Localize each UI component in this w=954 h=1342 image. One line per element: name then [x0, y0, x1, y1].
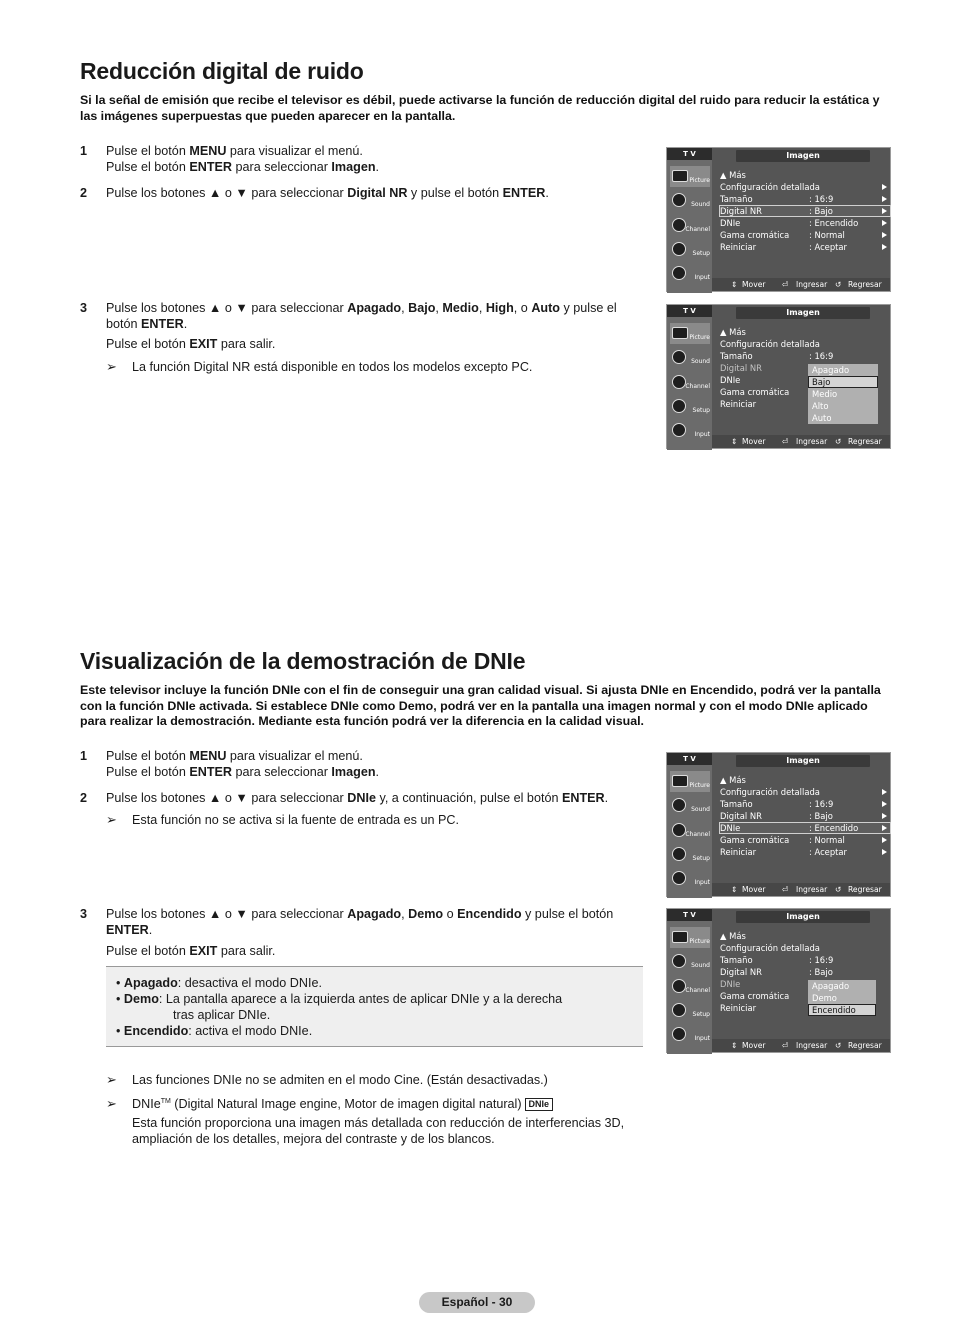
- osd-row-tamano[interactable]: Tamaño : 16:9: [719, 798, 891, 810]
- sound-icon: [672, 798, 686, 812]
- section-intro-dnie-demo: Este televisor incluye la función DNIe con el fin de conseguir una gran calidad visual. Si ajusta DNIe en Encendido, podrá ver la pantalla con la función DNIe activada. Si establece DNIe como Demo, podrá ver en la pantalla una imagen normal y con el modo DNIe aplicado para realizar la demostración. Mediante esta función podrá ver la diferencia en la calidad visual.: [80, 683, 881, 729]
- tv-osd-menu-3: [666, 752, 891, 897]
- osd-side-sound[interactable]: Sound: [670, 951, 710, 972]
- dropdown-option-alto[interactable]: Alto: [812, 401, 829, 411]
- move-icon: ⇕: [731, 280, 738, 289]
- setup-icon: [672, 242, 686, 256]
- osd-row-dnie[interactable]: DNIe: [720, 979, 741, 989]
- osd-dropdown-dnie[interactable]: [808, 980, 876, 1016]
- move-icon: ⇕: [731, 1041, 738, 1050]
- section-title-dnie-demo: Visualización de la demostración de DNIe: [80, 648, 526, 674]
- return-icon: ↺: [835, 437, 842, 446]
- dropdown-option-apagado[interactable]: Apagado: [812, 981, 850, 991]
- return-icon: ↺: [835, 280, 842, 289]
- sound-icon: [672, 350, 686, 364]
- tv-osd-menu-4: [666, 908, 891, 1053]
- step-number: 2: [80, 186, 88, 200]
- osd-side-setup[interactable]: Setup: [670, 844, 710, 865]
- osd-header: Imagen: [736, 150, 870, 162]
- arrow-right-icon: [882, 789, 887, 795]
- osd-tv-label: T V: [667, 753, 712, 765]
- arrow-right-icon: [882, 837, 887, 843]
- osd-row-dnie[interactable]: DNIe: [720, 375, 741, 385]
- osd-row-digitalnr[interactable]: Digital NR : Bajo: [719, 810, 891, 822]
- osd-side-input[interactable]: Input: [670, 420, 710, 441]
- return-icon: ↺: [835, 1041, 842, 1050]
- step-text: Pulse los botones ▲ o ▼ para seleccionar Digital NR y pulse el botón ENTER.: [106, 186, 549, 200]
- osd-row-digitalnr[interactable]: Digital NR : Bajo: [720, 967, 833, 977]
- step-3-noise: [80, 300, 650, 356]
- step-3-dnie: [80, 906, 650, 962]
- osd-side-sound[interactable]: Sound: [670, 795, 710, 816]
- osd-rows: [719, 169, 891, 253]
- note-pc-source: ➢ Esta función no se activa si la fuente de entrada es un PC.: [106, 812, 459, 827]
- move-icon: ⇕: [731, 437, 738, 446]
- osd-side-setup[interactable]: Setup: [670, 396, 710, 417]
- osd-side-picture[interactable]: Picture: [670, 323, 710, 344]
- osd-rows: [719, 774, 891, 858]
- step-2-dnie: [80, 790, 640, 808]
- dropdown-option-encendido[interactable]: Encendido: [808, 1004, 876, 1016]
- sound-icon: [672, 193, 686, 207]
- osd-row-gama[interactable]: Gama cromática: [720, 387, 790, 397]
- dropdown-option-medio[interactable]: Medio: [812, 389, 838, 399]
- enter-icon: ⏎: [782, 280, 789, 289]
- dnie-options-box: • Apagado: desactiva el modo DNIe. • Demo: La pantalla aparece a la izquierda antes de aplicar DNIe y a la derecha tras aplicar DNIe. • Encendido: activa el modo DNIe.: [106, 966, 643, 1047]
- dropdown-option-bajo[interactable]: Bajo: [808, 376, 878, 388]
- step-number: 2: [80, 791, 88, 805]
- osd-side-input[interactable]: Input: [670, 1024, 710, 1045]
- enter-icon: ⏎: [782, 1041, 789, 1050]
- arrow-right-icon: [882, 849, 887, 855]
- tv-osd-menu-1: [666, 147, 891, 292]
- step-1-noise: [80, 143, 640, 177]
- channel-icon: [672, 218, 686, 232]
- section-intro-noise-reduction: Si la señal de emisión que recibe el televisor es débil, puede activarse la función de reducción digital del ruido para reducir la estática y las imágenes superpuestas que pueden aparecer en la pantalla.: [80, 93, 880, 123]
- arrow-right-icon: [882, 825, 887, 831]
- input-icon: [672, 1027, 686, 1041]
- dropdown-option-auto[interactable]: Auto: [812, 413, 832, 423]
- osd-footer: ⇕ Mover ⏎ Ingresar ↺ Regresar: [712, 278, 890, 291]
- setup-icon: [672, 1003, 686, 1017]
- dnie-logo: DNIe: [525, 1098, 554, 1111]
- osd-header: Imagen: [736, 307, 870, 319]
- channel-icon: [672, 375, 686, 389]
- note-cine-mode: ➢ Las funciones DNIe no se admiten en el modo Cine. (Están desactivadas.): [106, 1072, 548, 1087]
- osd-side-picture[interactable]: Picture: [670, 927, 710, 948]
- sound-icon: [672, 954, 686, 968]
- osd-row-gama[interactable]: Gama cromática : Normal: [719, 229, 891, 241]
- note-arrow-icon: ➢: [106, 359, 117, 374]
- arrow-right-icon: [882, 208, 887, 214]
- osd-row-mas[interactable]: ▲ Más: [720, 775, 746, 785]
- osd-row-config[interactable]: Configuración detallada: [720, 943, 820, 953]
- osd-row-mas[interactable]: ▲ Más: [720, 931, 746, 941]
- note-dnie-description: Esta función proporciona una imagen más detallada con reducción de interferencias 3D, ampliación de los detalles, mejora del contraste y de los blancos.: [132, 1116, 625, 1146]
- osd-row-digitalnr[interactable]: Digital NR: [720, 363, 762, 373]
- osd-side-setup[interactable]: Setup: [670, 1000, 710, 1021]
- osd-row-mas[interactable]: ▲ Más: [720, 170, 746, 180]
- osd-tv-label: T V: [667, 909, 712, 921]
- section-title-noise-reduction: Reducción digital de ruido: [80, 58, 364, 84]
- setup-icon: [672, 399, 686, 413]
- osd-row-tamano[interactable]: Tamaño : 16:9: [720, 955, 834, 965]
- move-icon: ⇕: [731, 885, 738, 894]
- step-text: Pulse los botones ▲ o ▼ para seleccionar Apagado, Bajo, Medio, High, o Auto y pulse el botón ENTER. Pulse el botón EXIT para salir.: [106, 301, 617, 351]
- osd-side-channel[interactable]: Channel: [670, 976, 710, 997]
- channel-icon: [672, 979, 686, 993]
- step-2-noise: [80, 185, 640, 203]
- osd-row-reiniciar[interactable]: Reiniciar: [720, 1003, 757, 1013]
- arrow-right-icon: [882, 232, 887, 238]
- osd-side-channel[interactable]: Channel: [670, 215, 710, 236]
- arrow-right-icon: [882, 184, 887, 190]
- step-1-dnie: [80, 748, 640, 782]
- arrow-right-icon: [882, 244, 887, 250]
- enter-icon: ⏎: [782, 885, 789, 894]
- osd-row-reiniciar[interactable]: Reiniciar : Aceptar: [719, 241, 891, 253]
- osd-side-channel[interactable]: Channel: [670, 372, 710, 393]
- picture-icon: [672, 775, 688, 787]
- osd-row-dnie[interactable]: DNIe : Encendido: [719, 822, 891, 834]
- osd-footer: ⇕ Mover ⏎ Ingresar ↺ Regresar: [712, 1039, 890, 1052]
- arrow-right-icon: [882, 196, 887, 202]
- picture-icon: [672, 170, 688, 182]
- osd-footer: ⇕ Mover ⏎ Ingresar ↺ Regresar: [712, 883, 890, 896]
- step-number: 1: [80, 144, 88, 158]
- osd-row-digitalnr[interactable]: Digital NR : Bajo: [719, 205, 891, 217]
- osd-row-reiniciar[interactable]: Reiniciar: [720, 399, 757, 409]
- osd-row-dnie[interactable]: DNIe : Encendido: [719, 217, 891, 229]
- osd-row-mas[interactable]: ▲ Más: [720, 327, 746, 337]
- input-icon: [672, 266, 686, 280]
- enter-icon: ⏎: [782, 437, 789, 446]
- osd-side-setup[interactable]: Setup: [670, 239, 710, 260]
- channel-icon: [672, 823, 686, 837]
- step-text: Pulse los botones ▲ o ▼ para seleccionar Apagado, Demo o Encendido y pulse el botón ENTER. Pulse el botón EXIT para salir.: [106, 907, 614, 958]
- note-arrow-icon: ➢: [106, 1072, 117, 1087]
- osd-row-config[interactable]: Configuración detallada: [720, 339, 820, 349]
- osd-row-gama[interactable]: Gama cromática : Normal: [719, 834, 891, 846]
- osd-row-reiniciar[interactable]: Reiniciar : Aceptar: [719, 846, 891, 858]
- osd-dropdown-digitalnr[interactable]: [808, 364, 878, 424]
- note-digital-nr: ➢ La función Digital NR está disponible en todos los modelos excepto PC.: [106, 359, 533, 374]
- osd-row-tamano[interactable]: Tamaño : 16:9: [719, 193, 891, 205]
- dropdown-option-demo[interactable]: Demo: [812, 993, 837, 1003]
- osd-side-sound[interactable]: Sound: [670, 190, 710, 211]
- step-number: 1: [80, 749, 88, 763]
- picture-icon: [672, 931, 688, 943]
- osd-side-input[interactable]: Input: [670, 868, 710, 889]
- osd-footer: ⇕ Mover ⏎ Ingresar ↺ Regresar: [712, 435, 890, 448]
- step-number: 3: [80, 301, 88, 315]
- note-dnie-definition: ➢ DNIe™ (Digital Natural Image engine, Motor de imagen digital natural) DNIe: [106, 1094, 553, 1112]
- osd-header: Imagen: [736, 755, 870, 767]
- arrow-right-icon: [882, 220, 887, 226]
- picture-icon: [672, 327, 688, 339]
- input-icon: [672, 871, 686, 885]
- input-icon: [672, 423, 686, 437]
- osd-header: Imagen: [736, 911, 870, 923]
- arrow-right-icon: [882, 813, 887, 819]
- note-arrow-icon: ➢: [106, 1096, 117, 1112]
- osd-row-tamano[interactable]: Tamaño : 16:9: [720, 351, 834, 361]
- dropdown-option-apagado[interactable]: Apagado: [812, 365, 850, 375]
- osd-row-config[interactable]: Configuración detallada: [719, 181, 891, 193]
- setup-icon: [672, 847, 686, 861]
- osd-row-config[interactable]: Configuración detallada: [719, 786, 891, 798]
- osd-side-input[interactable]: Input: [670, 263, 710, 284]
- step-text: Pulse el botón MENU para visualizar el menú. Pulse el botón ENTER para seleccionar Imagen.: [106, 144, 380, 174]
- step-text: Pulse los botones ▲ o ▼ para seleccionar DNIe y, a continuación, pulse el botón ENTER.: [106, 791, 609, 805]
- step-number: 3: [80, 907, 88, 921]
- osd-tv-label: T V: [667, 148, 712, 160]
- page-number-label: Español - 30: [419, 1292, 535, 1313]
- osd-side-picture[interactable]: Picture: [670, 166, 710, 187]
- osd-row-gama[interactable]: Gama cromática: [720, 991, 790, 1001]
- osd-side-sound[interactable]: Sound: [670, 347, 710, 368]
- return-icon: ↺: [835, 885, 842, 894]
- note-arrow-icon: ➢: [106, 812, 117, 827]
- osd-side-channel[interactable]: Channel: [670, 820, 710, 841]
- osd-tv-label: T V: [667, 305, 712, 317]
- osd-side-picture[interactable]: Picture: [670, 771, 710, 792]
- step-text: Pulse el botón MENU para visualizar el menú. Pulse el botón ENTER para seleccionar Imagen.: [106, 749, 380, 779]
- arrow-right-icon: [882, 801, 887, 807]
- tv-osd-menu-2: [666, 304, 891, 449]
